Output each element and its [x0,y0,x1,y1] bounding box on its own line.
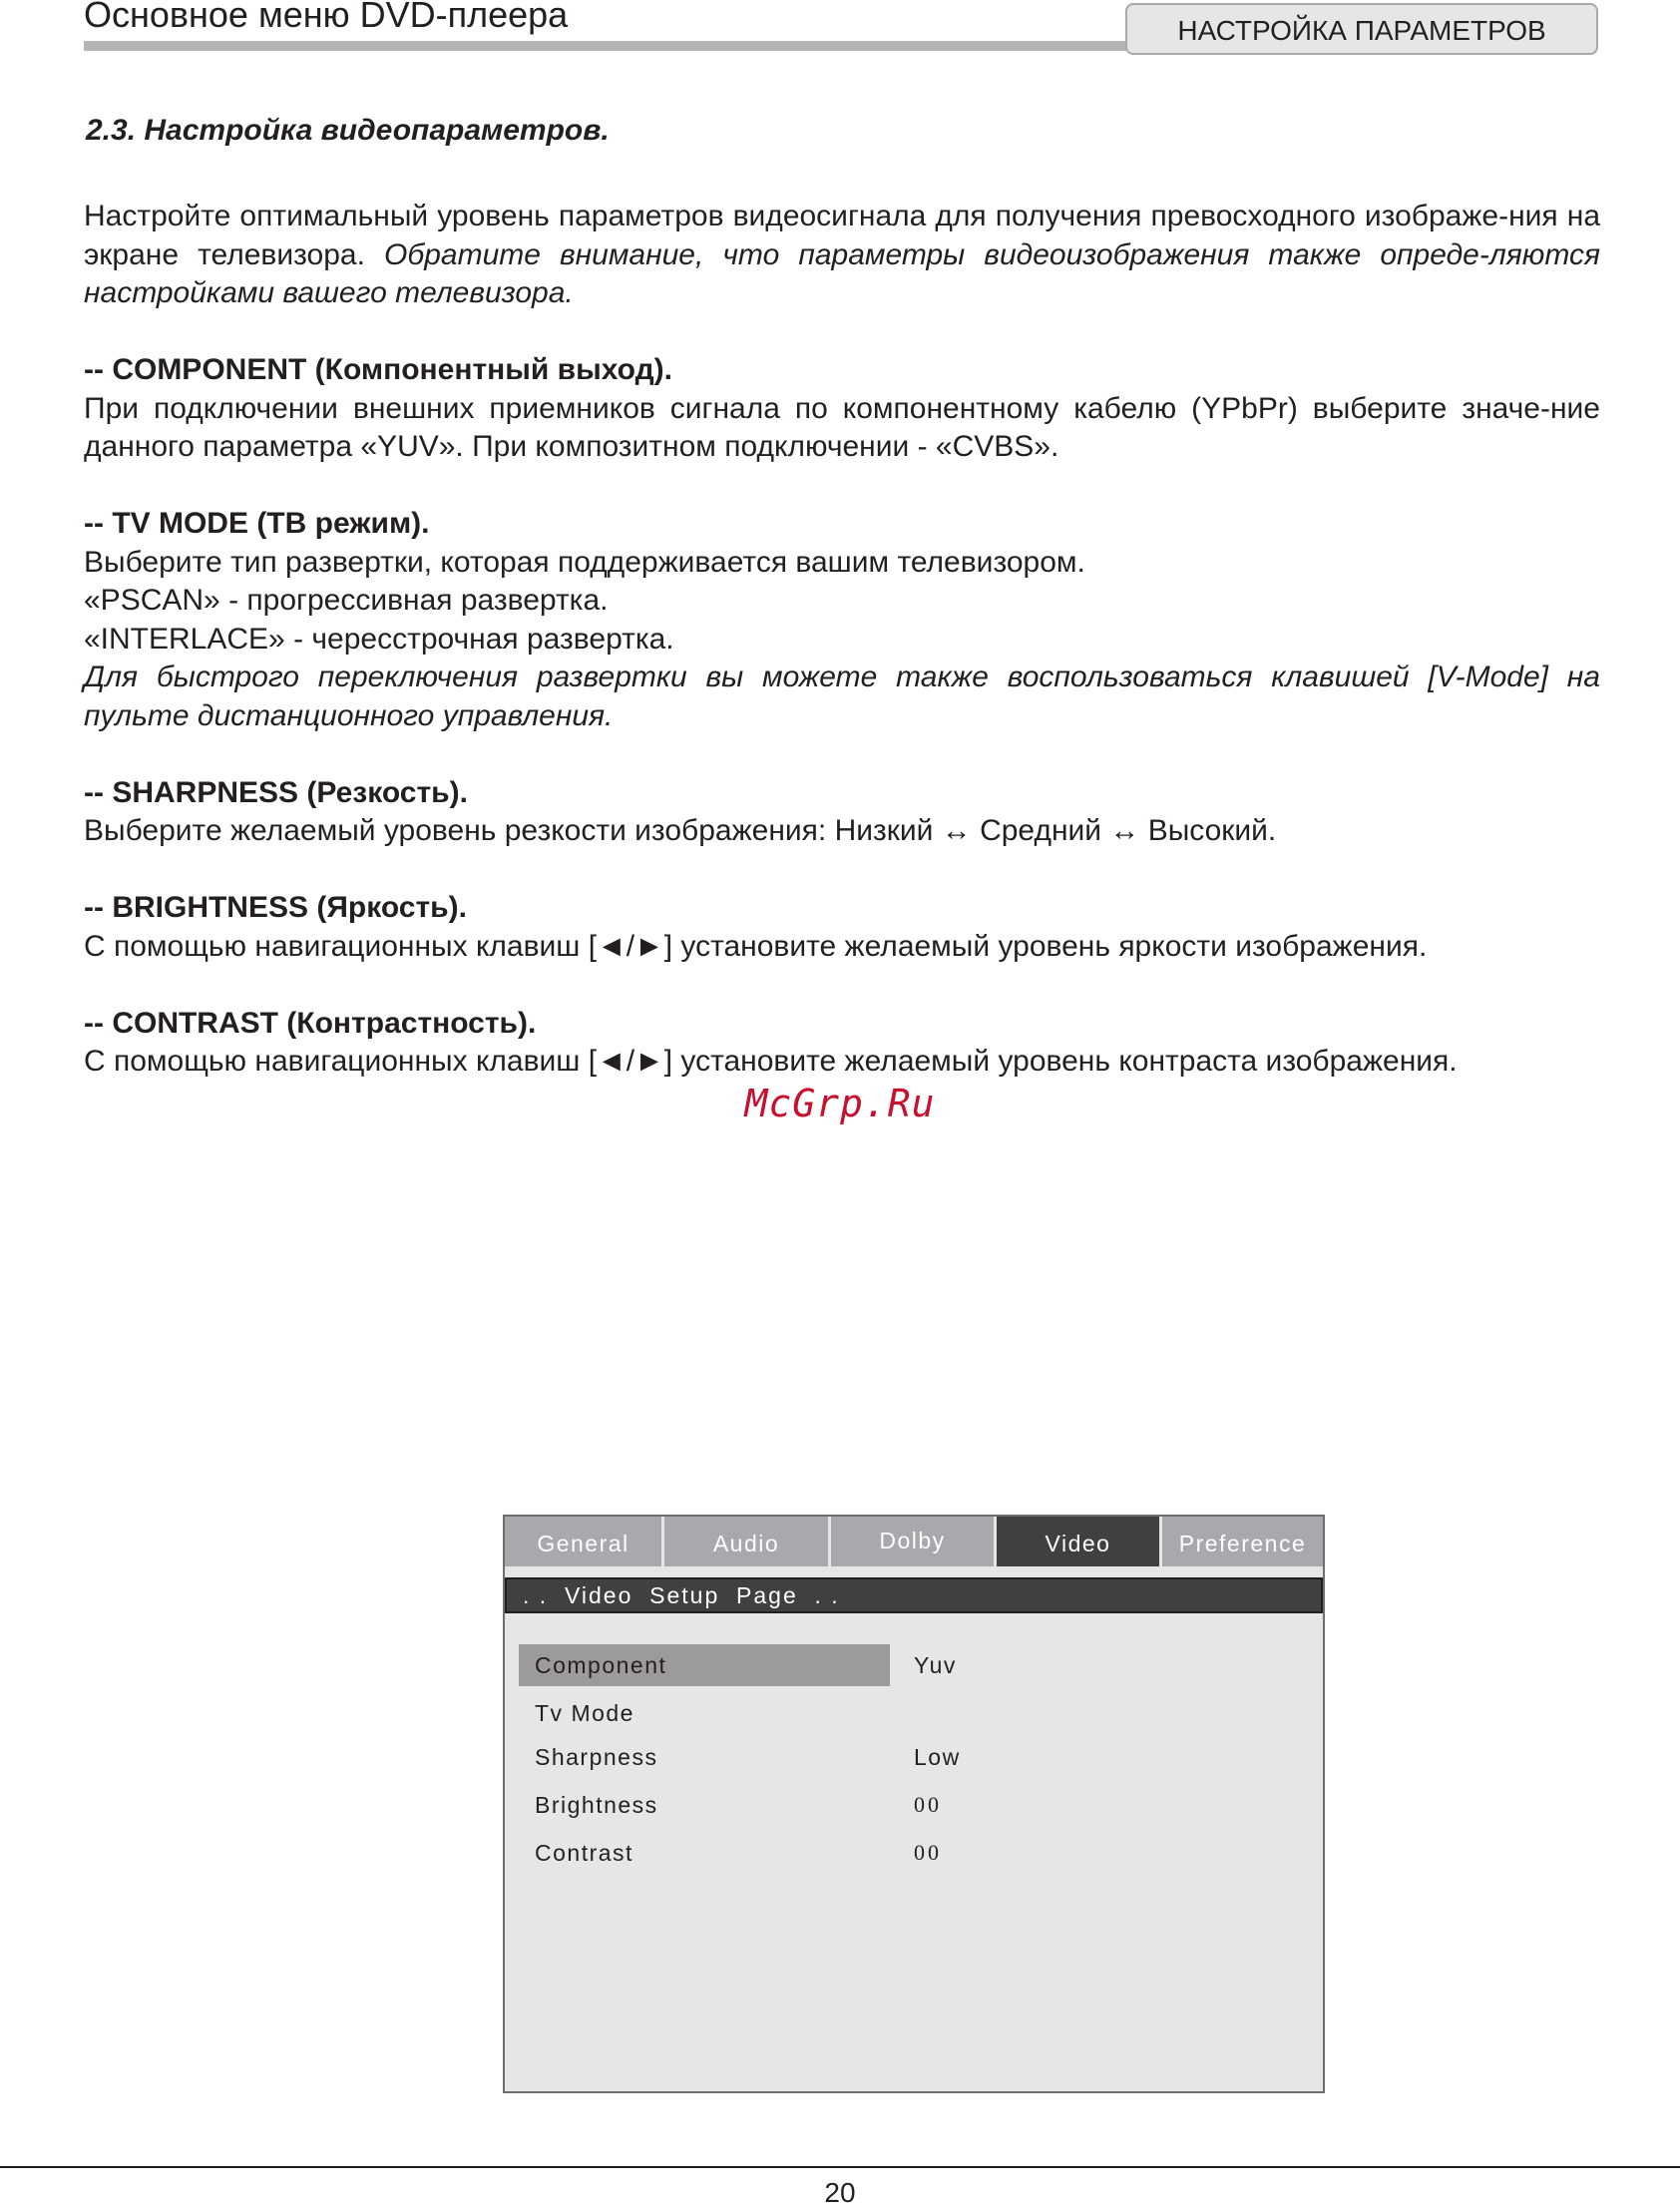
osd-row-brightness[interactable] [519,1784,890,1826]
contrast-text: С помощью навигационных клавиш [◄/►] установите желаемый уровень контраста изображения. [84,1045,1458,1078]
osd-row-sharpness[interactable] [519,1736,890,1778]
header-section-tab: НАСТРОЙКА ПАРАМЕТРОВ [1125,3,1598,55]
osd-row-label: Brightness [535,1792,658,1818]
contrast-heading: -- CONTRAST (Контрастность). [84,1006,537,1040]
tab-general[interactable]: General [505,1517,664,1566]
component-heading: -- COMPONENT (Компонентный выход). [84,353,672,386]
osd-row-label: Component [535,1652,667,1678]
sharpness-text: Выберите желаемый уровень резкости изображения: Низкий ↔ Средний ↔ Высокий. [84,814,1277,847]
osd-setup-menu [503,1515,1325,2093]
osd-value-contrast: 00 [914,1840,942,1865]
tab-audio[interactable]: Audio [664,1517,831,1566]
footer-rule [0,2166,1680,2168]
osd-row-component[interactable] [519,1644,890,1686]
watermark: McGrp.Ru [744,1082,936,1125]
osd-row-label: Tv Mode [535,1700,634,1726]
intro-text: Настройте оптимальный уровень параметров видеосигнала для получения превосходного изображе-ния на экране телевизора. [84,200,1600,271]
tab-video[interactable]: Video [997,1517,1162,1566]
osd-value-brightness: 00 [914,1792,942,1817]
tvmode-line3: «INTERLACE» - чересстрочная развертка. [84,622,674,656]
osd-row-contrast[interactable] [519,1832,890,1874]
osd-value-sharpness: Low [914,1744,961,1770]
osd-tab-bar [505,1517,1323,1566]
tab-preference[interactable]: Preference [1162,1517,1323,1566]
brightness-heading: -- BRIGHTNESS (Яркость). [84,891,467,924]
header-rule [84,41,1141,51]
component-text: При подключении внешних приемников сигнала по компонентному кабелю (YPbPr) выберите значе-ние данного параметра «YUV». При композитном подключении - «CVBS». [84,391,1600,463]
tvmode-line2: «PSCAN» - прогрессивная развертка. [84,584,609,617]
page-number: 20 [824,2177,856,2208]
osd-row-label: Sharpness [535,1744,658,1770]
intro-paragraph [84,198,1600,313]
intro-note: Обратите внимание, что параметры видеоизображения также опреде-ляются настройками вашего телевизора. [84,237,1601,309]
page-header-title: Основное меню DVD-плеера [84,0,569,35]
tvmode-heading: -- TV MODE (ТВ режим). [84,507,430,540]
body-text [84,198,1600,1082]
sharpness-heading: -- SHARPNESS (Резкость). [84,775,468,809]
tvmode-line1: Выберите тип развертки, которая поддерживается вашим телевизором. [84,545,1085,579]
osd-row-tv-mode[interactable] [519,1692,890,1734]
tab-dolby[interactable]: Dolby [831,1517,997,1566]
brightness-text: С помощью навигационных клавиш [◄/►] установите желаемый уровень яркости изображения. [84,929,1428,963]
tvmode-note: Для быстрого переключения развертки вы можете также воспользоваться клавишей [V-Mode] на пульте дистанционного управления. [84,661,1600,732]
osd-page-title: . . Video Setup Page . . [505,1577,1323,1613]
osd-row-label: Contrast [535,1840,633,1866]
section-title: 2.3. Настройка видеопараметров. [86,114,610,147]
osd-value-component: Yuv [914,1652,957,1678]
